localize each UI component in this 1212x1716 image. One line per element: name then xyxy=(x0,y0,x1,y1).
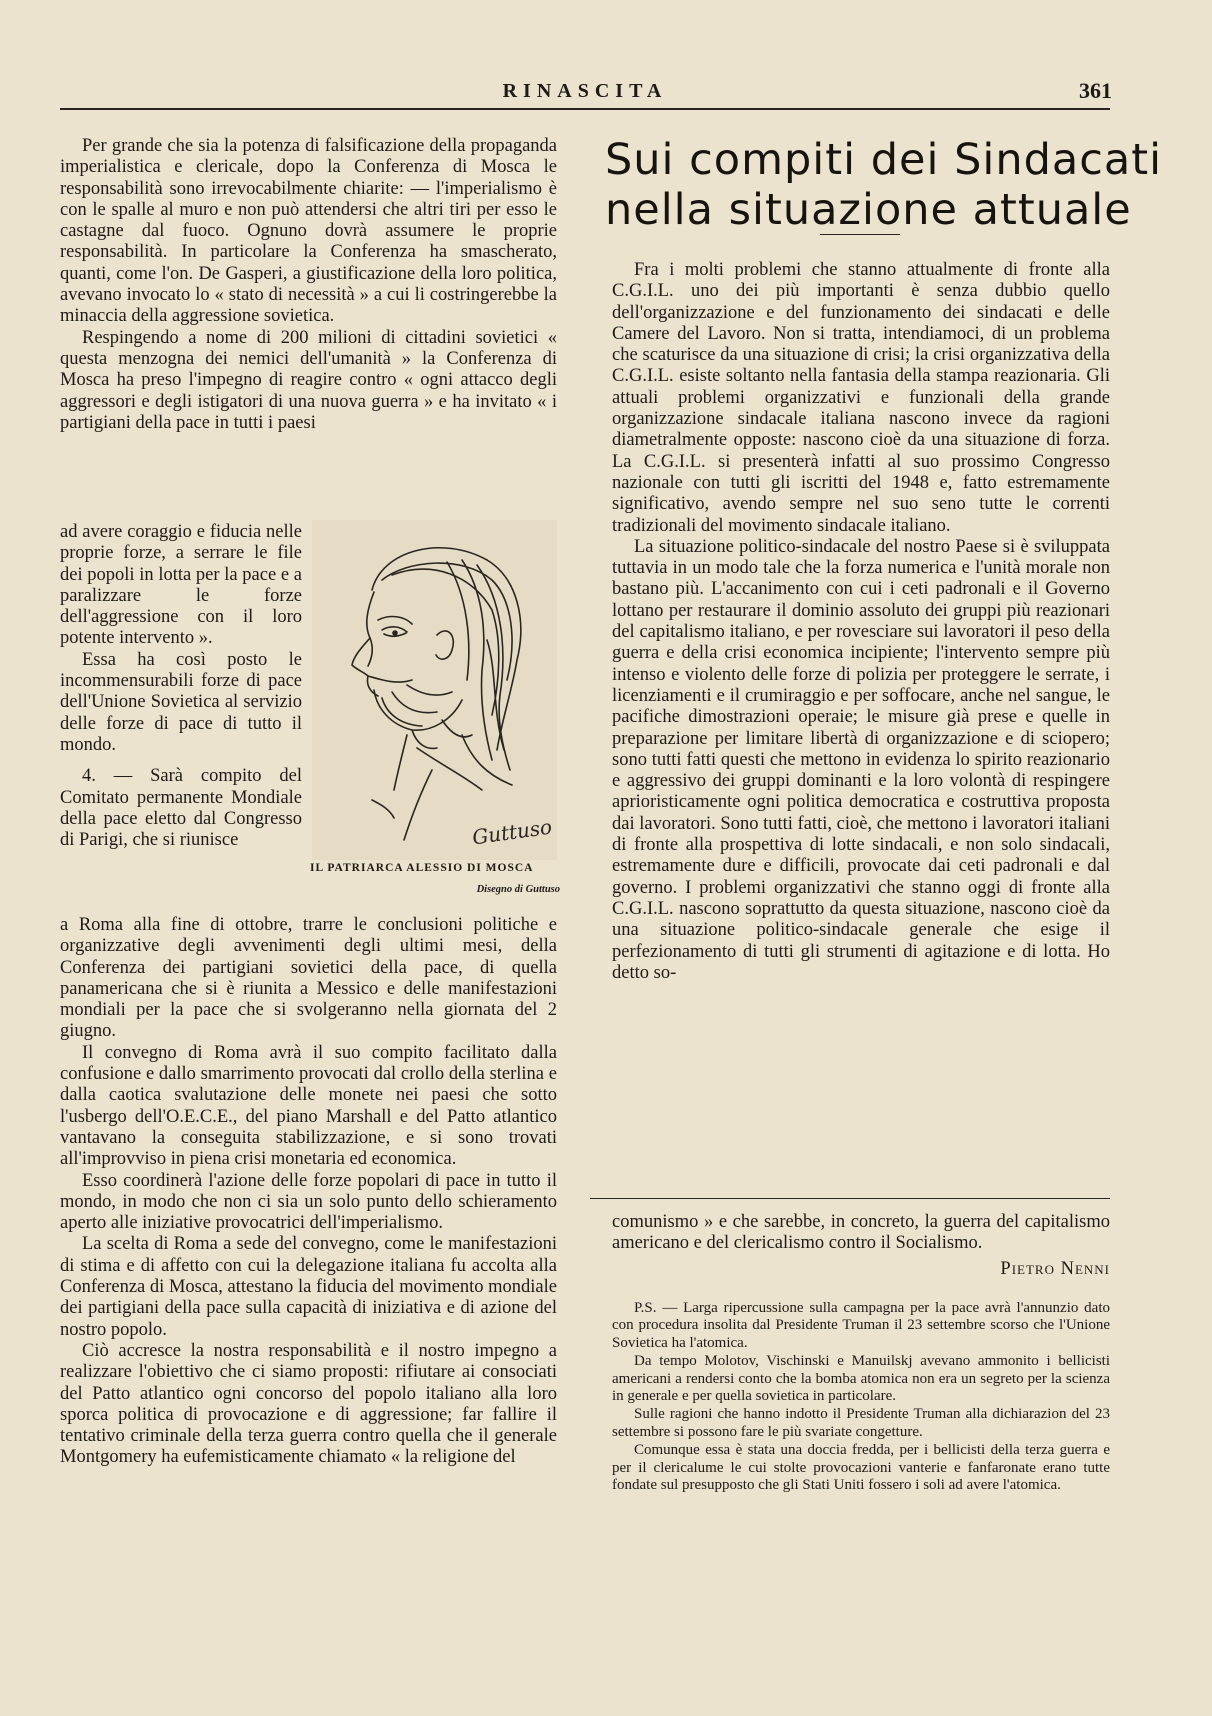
figure-caption: IL PATRIARCA ALESSIO DI MOSCA xyxy=(310,862,534,874)
left-column-wrap xyxy=(60,522,302,851)
page-number: 361 xyxy=(1079,78,1112,103)
article-title-line: nella situazione attuale xyxy=(605,185,1132,235)
artist-signature: Guttuso xyxy=(470,814,554,850)
paragraph: ad avere coraggio e fiducia nelle proprie forze, a serrare le file dei popoli in lotta per la pace e a paralizzare le forze dell'aggressione con il loro potente intervento ». xyxy=(60,522,302,649)
section-rule xyxy=(590,1198,1110,1199)
ps-paragraph: Comunque essa è stata una doccia fredda, per i bellicisti della terza guerra e per il clericalume le cui stolte provocazioni vanterie e fanfaronate erano tutte fondate sul presupposto che gli Stati Uniti fossero i soli ad avere l'atomica. xyxy=(612,1442,1110,1493)
paragraph: Per grande che sia la potenza di falsificazione della propaganda imperialistica e clericale, dopo la Conferenza di Mosca le responsabilità sono irrevocabilmente chiarite: — l'imperialismo è con le spalle al muro e non può attendersi che altri tiri per esso le castagne dal fuoco. Ognuno dovrà assumere le proprie responsabilità. In particolare la Conferenza ha smascherato, quanti, come l'on. De Gasperi, a giustificazione della loro politica, avevano invocato lo « stato di necessità » a cui li costringerebbe la minaccia della aggressione sovietica. xyxy=(60,136,557,327)
paragraph: La scelta di Roma a sede del convegno, come le manifestazioni di stima e di affetto con cui la delegazione italiana fu accolta alla Conferenza di Mosca, attestano la fiducia del movimento mondiale dei partigiani della pace sulla capacità di iniziativa e di azione del nostro popolo. xyxy=(60,1234,557,1340)
article-title xyxy=(605,135,1163,235)
left-column-top xyxy=(60,136,557,434)
postscript xyxy=(612,1300,1110,1494)
article-title-line: Sui compiti dei Sindacati xyxy=(605,135,1163,185)
sketch-icon xyxy=(312,520,557,860)
left-column-bottom xyxy=(60,915,557,1469)
author-signature: Pietro Nenni xyxy=(1000,1258,1110,1279)
paragraph: Fra i molti problemi che stanno attualmente di fronte alla C.G.I.L. uno dei più importanti è senza dubbio quello dell'organizzazione e del funzionamento dei sindacati e delle Camere del Lavoro. Non si tratta, intendiamoci, di un problema che scaturisce da una situazione di crisi; la crisi organizzativa della C.G.I.L. esiste soltanto nella fantasia della stampa reazionaria. Gli attuali problemi organizzativi e funzionali della grande organizzazione sindacale italiana nascono invece da ragioni diametralmente opposte: nascono cioè da una situazione di forza. La C.G.I.L. si presenterà infatti al suo prossimo Congresso nazionale con tutti gli iscritti del 1948 e, fatto estremamente significativo, avendo sempre nel suo seno tutte le correnti tradizionali del movimento sindacale italiano. xyxy=(612,260,1110,536)
paragraph: Respingendo a nome di 200 milioni di cittadini sovietici « questa menzogna dei nemici dell'umanità » la Conferenza di Mosca ha preso l'impegno di reagire contro « ogni attacco degli aggressori e degli istigatori di una nuova guerra » e ha invitato « i partigiani della pace in tutti i paesi xyxy=(60,327,557,433)
header-rule xyxy=(60,108,1110,110)
ps-paragraph: P.S. — Larga ripercussione sulla campagna per la pace avrà l'annunzio dato con procedura insolita dal Presidente Truman il 23 settembre scorso che l'Unione Sovietica ha l'atomica. xyxy=(612,1299,1110,1351)
paragraph: 4. — Sarà compito del Comitato permanente Mondiale della pace eletto dal Congresso di Parigi, che si riunisce xyxy=(60,766,302,851)
ps-paragraph: Da tempo Molotov, Vischinski e Manuilskj avevano ammonito i bellicisti americani a rendersi conto che la bomba atomica non era un segreto per la scienza in generale e per quella sovietica in particolare. xyxy=(612,1353,1110,1404)
paragraph: Esso coordinerà l'azione delle forze popolari di pace in tutto il mondo, in modo che non ci sia un solo punto dello schieramento aperto alle iniziative provocatrici dell'imperialismo. xyxy=(60,1170,557,1234)
paragraph: La situazione politico-sindacale del nostro Paese si è sviluppata tuttavia in un modo tale che la forza numerica e l'unità morale non bastano più. L'accanimento con cui i ceti padronali e il Governo lottano per restaurare il dominio assoluto dei gruppi più reazionari del capitalismo italiano, e per rovesciare sui lavoratori il peso della guerra e della crisi economica incipiente; l'intervento sempre più intenso e violento delle forze di polizia per proteggere le serrate, i licenziamenti e il crumiraggio e per soffocare, anche nel sangue, le pacifiche dimostrazioni operaie; le misure già prese e quelle in preparazione per limitare libertà di organizzazione e di sciopero; sono tutti fatti questi che mettono in evidenza lo spirito reazionario e aggressivo dei gruppi dominanti e la loro volontà di respingere aprioristicamente ogni politica democratica e costruttiva proposta dai lavoratori. Sono tutti fatti, cioè, che mettono i lavoratori italiani di fronte alla prospettiva di lotte sindacali, e non solo sindacali, estremamente dure e difficili, provocate dai ceti padronali e dal governo. I problemi organizzativi che stanno oggi di fronte alla C.G.I.L. nascono soprattutto da questa situazione, nascono cioè da una situazione politico-sindacale generale che esige il perfezionamento di tutti gli strumenti di agitazione e di lotta. Ho detto so- xyxy=(612,536,1110,983)
continuation-block xyxy=(612,1212,1110,1495)
figure-credit: Disegno di Guttuso xyxy=(476,884,560,895)
paragraph: comunismo » e che sarebbe, in concreto, la guerra del capitalismo americano e del clericalismo contro il Socialismo. xyxy=(612,1212,1110,1254)
article-body xyxy=(612,260,1110,984)
title-rule xyxy=(820,234,900,235)
paragraph: Il convegno di Roma avrà il suo compito facilitato dalla confusione e dallo smarrimento provocati dal crollo della sterlina e dalla caotica svalutazione delle monete nei paesi che sotto l'usbergo dell'O.E.C.E., del piano Marshall e del Patto atlantico vantavano la conseguita stabilizzazione, e si sono trovati all'improvviso in piena crisi monetaria ed economica. xyxy=(60,1042,557,1170)
paragraph: Essa ha così posto le incommensurabili forze di pace dell'Unione Sovietica al servizio delle forze di pace di tutto il mondo. xyxy=(60,649,302,755)
paragraph: Ciò accresce la nostra responsabilità e il nostro impegno a realizzare l'obiettivo che ci siamo proposti: rifiutare ai consociati del Patto atlantico ogni concorso del popolo italiano alla loro sporca politica di provocazione e di aggressione; far fallire il tentativo criminale della terza guerra contro quella che il generale Montgomery ha eufemisticamente chiamato « la religione del xyxy=(60,1340,557,1468)
running-head: RINASCITA xyxy=(502,80,668,102)
ps-paragraph: Sulle ragioni che hanno indotto il Presidente Truman alla dichiarazion del 23 settembre si possono fare le più svariate congetture. xyxy=(612,1406,1110,1440)
paragraph: a Roma alla fine di ottobre, trarre le conclusioni politiche e organizzative degli avvenimenti degli ultimi mesi, della Conferenza dei partigiani sovietici della pace, di quella panamericana che si è riunita a Messico e delle manifestazioni mondiali per la pace che si svolgeranno nella giornata del 2 giugno. xyxy=(60,915,557,1042)
portrait-drawing xyxy=(312,520,557,860)
